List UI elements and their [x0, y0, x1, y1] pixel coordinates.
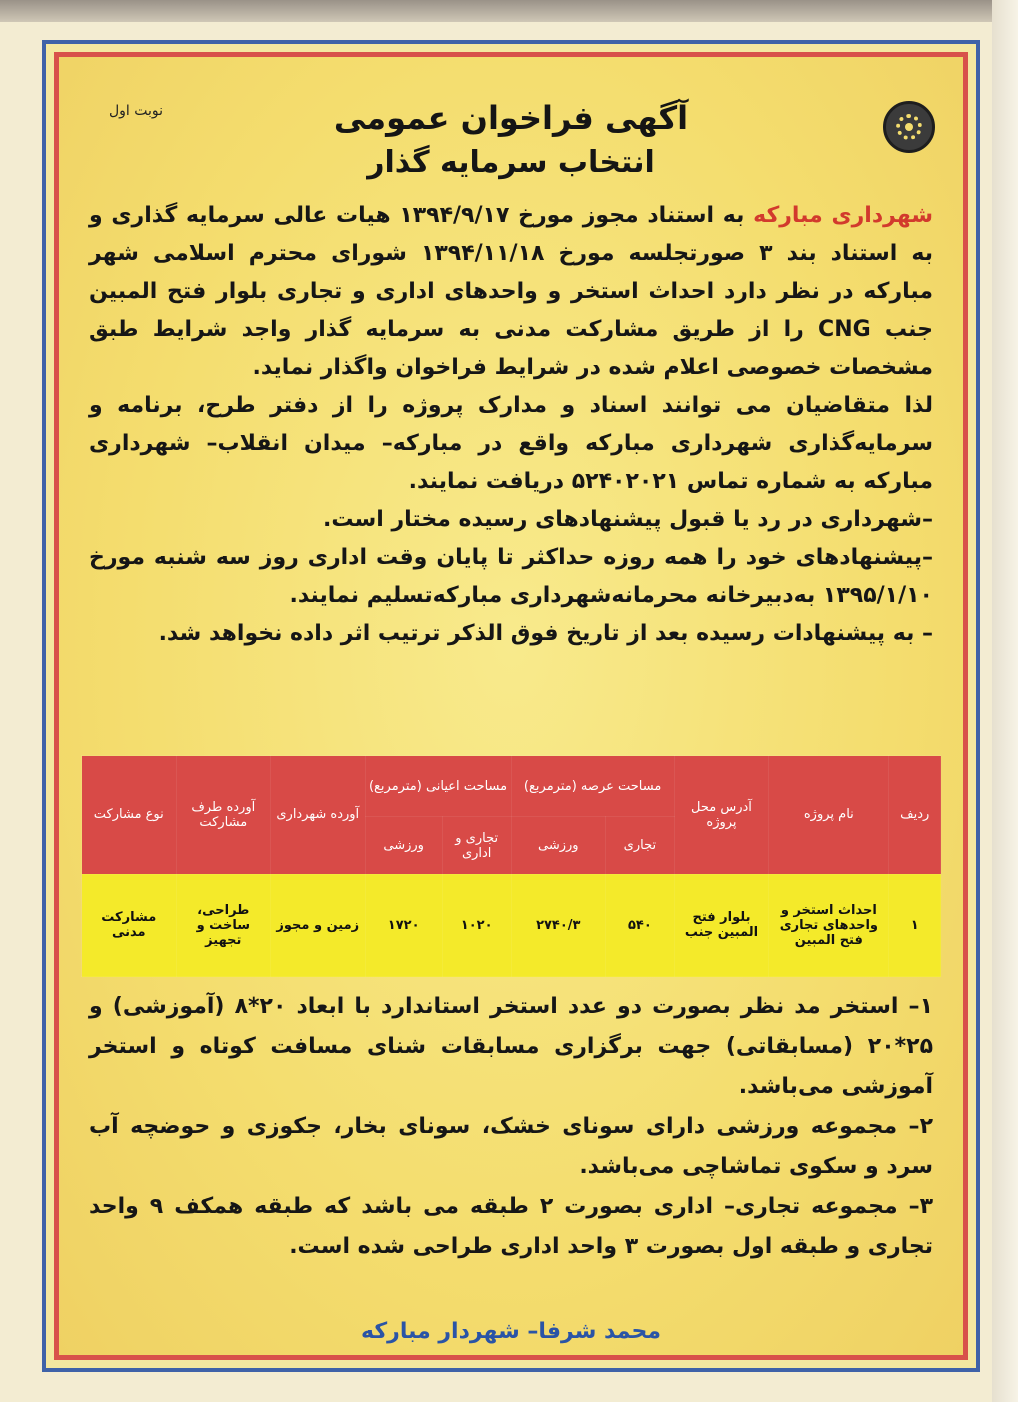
header-municipality-input: آورده شهرداری [271, 756, 365, 875]
paragraph-rights: –شهرداری در رد یا قبول پیشنهادهای رسیده مختار است. [322, 507, 933, 532]
municipality-name: شهرداری مبارکه [753, 203, 933, 228]
notice-inner-frame [54, 52, 968, 1360]
header-bld-commercial-office: تجاری و اداری [442, 817, 511, 874]
header-site-area: مساحت عرصه (مترمربع) [511, 756, 674, 817]
signature: محمد شرفا– شهردار مبارکه [361, 1319, 661, 1344]
cell-address: بلوار فتح المبین جنب [674, 874, 768, 976]
note-sports: ۲– مجموعه ورزشی دارای سونای خشک، سونای بخار، جکوزی و حوضچه آب سرد و سکوی تماشاچی می‌باشد. [89, 1114, 933, 1179]
header-bld-sport: ورزشی [365, 817, 442, 874]
paragraph-deadline: –پیشنهادهای خود را همه روزه حداکثر تا پایان وقت اداری روز سه شنبه مورخ ۱۳۹۵/۱/۱۰ به‌دبیرخانه محرمانه‌شهرداری مبارکه‌تسلیم نمایند. [89, 545, 933, 608]
project-table [81, 755, 941, 977]
cell-site-commercial: ۵۴۰ [606, 874, 675, 976]
round-badge: نوبت اول [109, 103, 164, 119]
cell-site-sport: ۲۷۴۰/۳ [511, 874, 605, 976]
notice-title: آگهی فراخوان عمومی [333, 99, 689, 137]
cell-municipality-input: زمین و مجوز [271, 874, 365, 976]
notice-frame [42, 40, 980, 1372]
header-partner-input: آورده طرف مشارکت [176, 756, 270, 875]
paragraph-intro: شهرداری مبارکه به استناد مجوز مورخ ۱۳۹۴/۹/۱۷ هیات عالی سرمایه گذاری و به استناد بند ۳ صورتجلسه مورخ ۱۳۹۴/۱۱/۱۸ شورای محترم اسلامی شهر مبارکه در نظر دارد احداث استخر و واحدهای اداری و تجاری بلوار فتح المبین جنب CNG را از طریق مشارکت مدنی به سرمایه گذار واجد شرایط طبق مشخصات خصوصی اعلام شده در شرایط فراخوان واگذار نماید. [89, 203, 933, 380]
paragraph-late: – به پیشنهادات رسیده بعد از تاریخ فوق الذکر ترتیب اثر داده نخواهد شد. [158, 621, 933, 646]
note-pools: ۱– استخر مد نظر بصورت دو عدد استخر استاندارد با ابعاد ۲۰*۸ (آموزشی) و ۲۵*۲۰ (مسابقاتی) جهت برگزاری مسابقات شنای مسافت کوتاه و استخر آموزشی می‌باشد. [89, 994, 933, 1099]
header-name: نام پروژه [769, 756, 889, 875]
header-row: ردیف [889, 756, 941, 875]
header-address: آدرس محل پروژه [674, 756, 768, 875]
cell-bld-sport: ۱۷۲۰ [365, 874, 442, 976]
note-commercial: ۳– مجموعه تجاری– اداری بصورت ۲ طبقه می باشد که طبقه همکف ۹ واحد تجاری و طبقه اول بصورت ۳ واحد اداری طراحی شده است. [89, 1194, 934, 1259]
notice-subtitle: انتخاب سرمایه گذار [367, 145, 655, 180]
cell-name: احداث استخر و واحدهای تجاری فتح المبین [769, 874, 889, 976]
scan-edge-right [992, 0, 1018, 1402]
header-site-commercial: تجاری [606, 817, 675, 874]
cell-partner-input: طراحی، ساخت و تجهیز [176, 874, 270, 976]
scan-edge-top [0, 0, 1018, 22]
cell-index: ۱ [889, 874, 941, 976]
notice-body [89, 197, 933, 653]
paragraph-documents: لذا متقاضیان می توانند اسناد و مدارک پروژه را از دفتر طرح، برنامه و سرمایه‌گذاری شهرداری مبارکه واقع در مبارکه– میدان انقلاب– شهرداری مبارکه به شماره تماس ۵۲۴۰۲۰۲۱ دریافت نمایند. [89, 393, 933, 494]
header-building-area: مساحت اعیانی (مترمربع) [365, 756, 511, 817]
cell-bld-commercial-office: ۱۰۲۰ [442, 874, 511, 976]
header-site-sport: ورزشی [511, 817, 605, 874]
cell-type: مشارکت مدنی [82, 874, 177, 976]
notes-list [89, 987, 933, 1267]
header-type: نوع مشارکت [82, 756, 177, 875]
